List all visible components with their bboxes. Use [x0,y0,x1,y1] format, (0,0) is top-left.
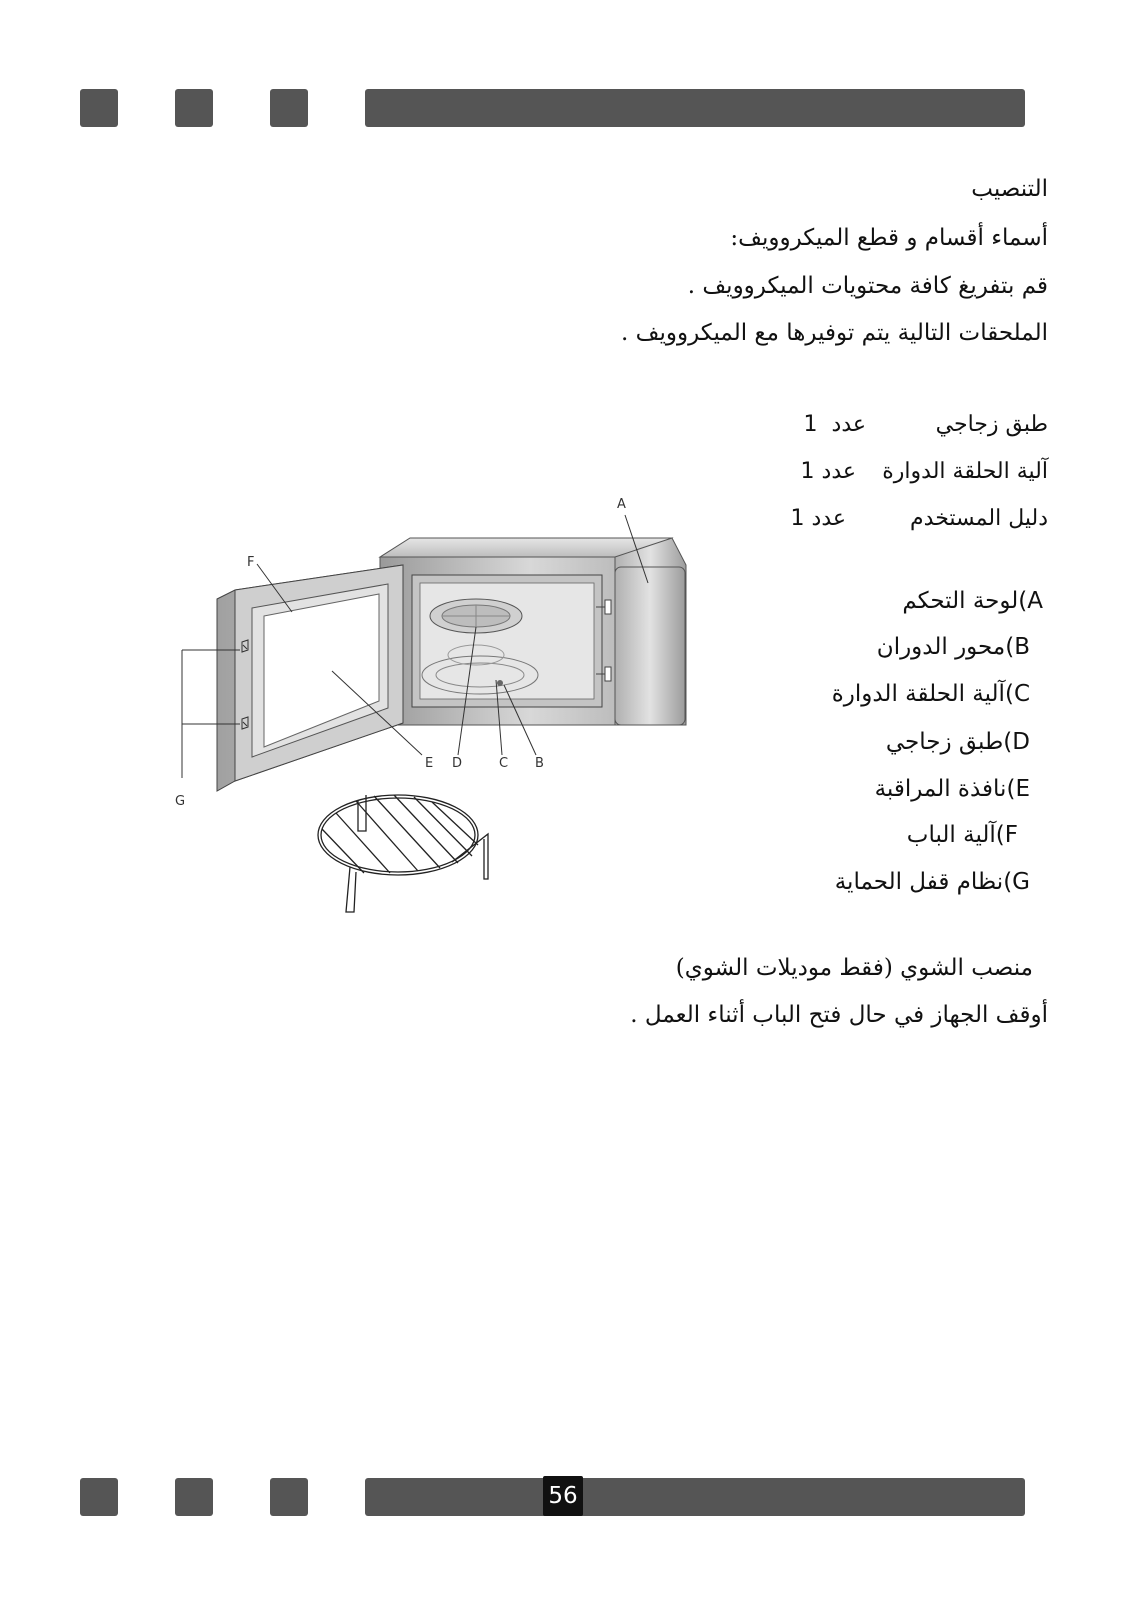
footer-square-1 [80,1478,118,1516]
accessory-qty [801,459,856,484]
footer-bar [365,1478,1025,1516]
footer-square-2 [175,1478,213,1516]
part-item-d: D)طبق زجاجي [885,729,1030,755]
accessory-row [768,459,1048,491]
label-d: D [452,756,463,771]
section-title: التنصيب [971,176,1048,202]
part-item-b: B)محور الدوران [876,634,1030,660]
part-item-c: C)آلية الحلقة الدوارة [831,681,1030,707]
intro-line-2: قم بتفريغ كافة محتويات الميكروويف . [687,273,1048,299]
label-e: E [425,756,434,771]
oven-door [217,565,403,791]
part-item-a: A)لوحة التحكم [902,588,1043,614]
part-item-f: F)آلية الباب [906,822,1018,848]
footer-square-3 [270,1478,308,1516]
part-item-g: G)نظام قفل الحماية [834,869,1030,895]
header-square-2 [175,89,213,127]
header-square-1 [80,89,118,127]
label-f: F [247,555,255,570]
label-g: G [175,794,186,809]
accessory-name: طبق زجاجي [935,412,1048,437]
accessory-row [768,506,1048,538]
accessory-qty [791,506,846,531]
accessory-qty [804,412,866,437]
page-number: 56 [543,1476,583,1516]
accessory-name: آلية الحلقة الدوارة [882,459,1048,484]
accessory-qty-number: 1 [790,506,805,531]
label-c: C [499,756,509,771]
accessory-qty-number: 1 [803,412,818,437]
grill-rack [318,795,488,912]
header-square-3 [270,89,308,127]
accessory-qty-number: 1 [800,459,815,484]
intro-line-3: الملحقات التالية يتم توفيرها مع الميكروويف . [621,320,1048,346]
accessory-qty-word: عدد [811,506,846,531]
part-item-e: E)نافذة المراقبة [874,776,1030,802]
accessory-row [768,412,1048,444]
label-b: B [535,756,544,771]
accessory-name: دليل المستخدم [910,506,1048,531]
label-a: A [617,497,626,512]
accessory-qty-word: عدد [831,412,866,437]
grill-line: منصب الشوي (فقط موديلات الشوي) [675,955,1033,981]
microwave-diagram [160,495,720,925]
header-bar [365,89,1025,127]
intro-line-1: أسماء أقسام و قطع الميكروويف: [730,225,1048,251]
accessory-qty-word: عدد [821,459,856,484]
control-panel [615,538,686,725]
stop-line: أوقف الجهاز في حال فتح الباب أثناء العمل . [630,1002,1048,1028]
